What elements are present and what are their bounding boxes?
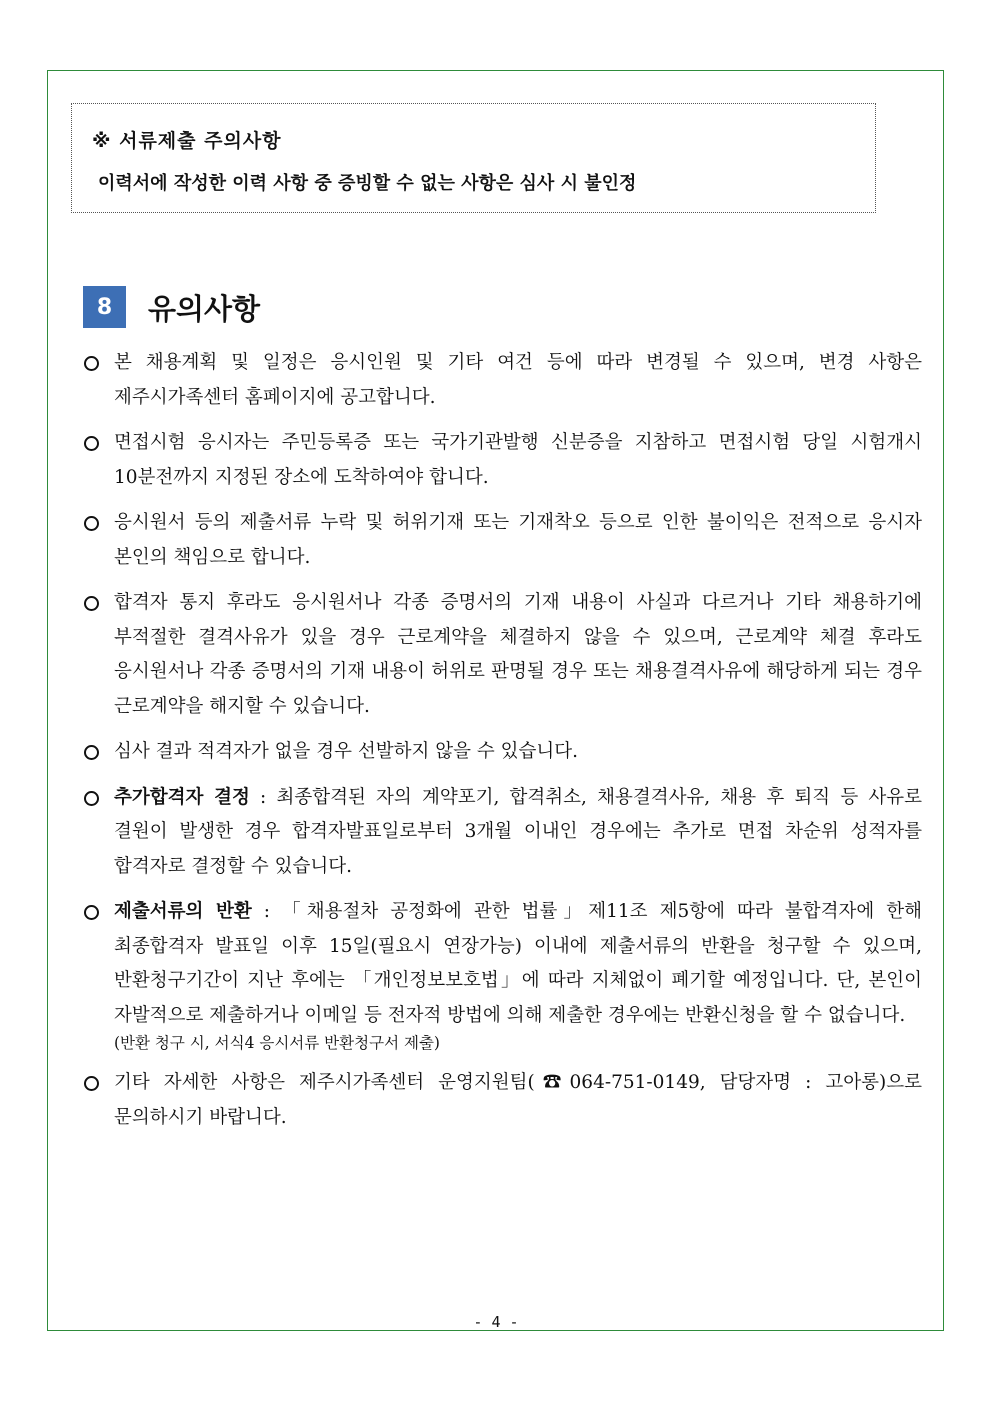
list-item	[84, 506, 922, 575]
item-label: 제출서류의 반환	[114, 901, 252, 922]
section-heading	[83, 286, 260, 328]
item-note: (반환 청구 시, 서식4 응시서류 반환청구서 제출)	[114, 1034, 440, 1052]
notice-title: ※ 서류제출 주의사항	[92, 130, 282, 152]
item-text: 본 채용계획 및 일정은 응시인원 및 기타 여건 등에 따라 변경될 수 있으며, 변경 사항은 제주시가족센터 홈페이지에 공고합니다.	[114, 352, 922, 408]
item-text: : 「채용절차 공정화에 관한 법률」제11조 제5항에 따라 불합격자에 한해 최종합격자 발표일 이후 15일(필요시 연장가능) 이내에 제출서류의 반환을 청구할 수 있으며, 반환청구기간이 지난 후에는 「개인정보보호법」에 따라 지체없이 폐기할 예정입니다. 단, 본인이 자발적으로 제출하거나 이메일 등 전자적 방법에 의해 제출한 경우에는 반환신청을 할 수 없습니다.	[114, 901, 922, 1026]
circle-bullet-icon	[84, 596, 99, 611]
list-item	[84, 586, 922, 724]
notice-body: 이력서에 작성한 이력 사항 중 증빙할 수 없는 사항은 심사 시 불인정	[98, 173, 637, 194]
item-text: 기타 자세한 사항은 제주시가족센터 운영지원팀(☎064-751-0149, 담당자명 : 고아롱)으로 문의하시기 바랍니다.	[114, 1072, 922, 1128]
page-number: - 4 -	[473, 1313, 519, 1331]
list-item	[84, 1066, 922, 1135]
item-text: 심사 결과 적격자가 없을 경우 선발하지 않을 수 있습니다.	[114, 741, 578, 762]
circle-bullet-icon	[84, 1076, 99, 1091]
list-item	[84, 781, 922, 885]
circle-bullet-icon	[84, 436, 99, 451]
circle-bullet-icon	[84, 356, 99, 371]
circle-bullet-icon	[84, 791, 99, 806]
section-title: 유의사항	[148, 291, 261, 326]
section-number-badge: 8	[83, 286, 126, 328]
item-label: 추가합격자 결정	[114, 786, 250, 808]
item-text: 합격자 통지 후라도 응시원서나 각종 증명서의 기재 내용이 사실과 다르거나 기타 채용하기에 부적절한 결격사유가 있을 경우 근로계약을 체결하지 않을 수 있으며, 근로계약 체결 후라도 응시원서나 각종 증명서의 기재 내용이 허위로 판명될 경우 또는 채용결격사유에 해당하게 되는 경우 근로계약을 해지할 수 있습니다.	[114, 592, 922, 717]
list-item	[84, 426, 922, 495]
item-text: 응시원서 등의 제출서류 누락 및 허위기재 또는 기재착오 등으로 인한 불이익은 전적으로 응시자 본인의 책임으로 합니다.	[114, 512, 922, 568]
list-item	[84, 735, 922, 770]
list-item	[84, 895, 922, 1055]
notes-list	[84, 346, 922, 1146]
circle-bullet-icon	[84, 905, 99, 920]
list-item	[84, 346, 922, 415]
circle-bullet-icon	[84, 516, 99, 531]
item-text: 면접시험 응시자는 주민등록증 또는 국가기관발행 신분증을 지참하고 면접시험 당일 시험개시 10분전까지 지정된 장소에 도착하여야 합니다.	[114, 432, 922, 488]
item-text: : 최종합격된 자의 계약포기, 합격취소, 채용결격사유, 채용 후 퇴직 등 사유로 결원이 발생한 경우 합격자발표일로부터 3개월 이내인 경우에는 추가로 면접 차순위 성적자를 합격자로 결정할 수 있습니다.	[114, 786, 922, 877]
circle-bullet-icon	[84, 745, 99, 760]
submission-notice-box	[71, 103, 876, 213]
